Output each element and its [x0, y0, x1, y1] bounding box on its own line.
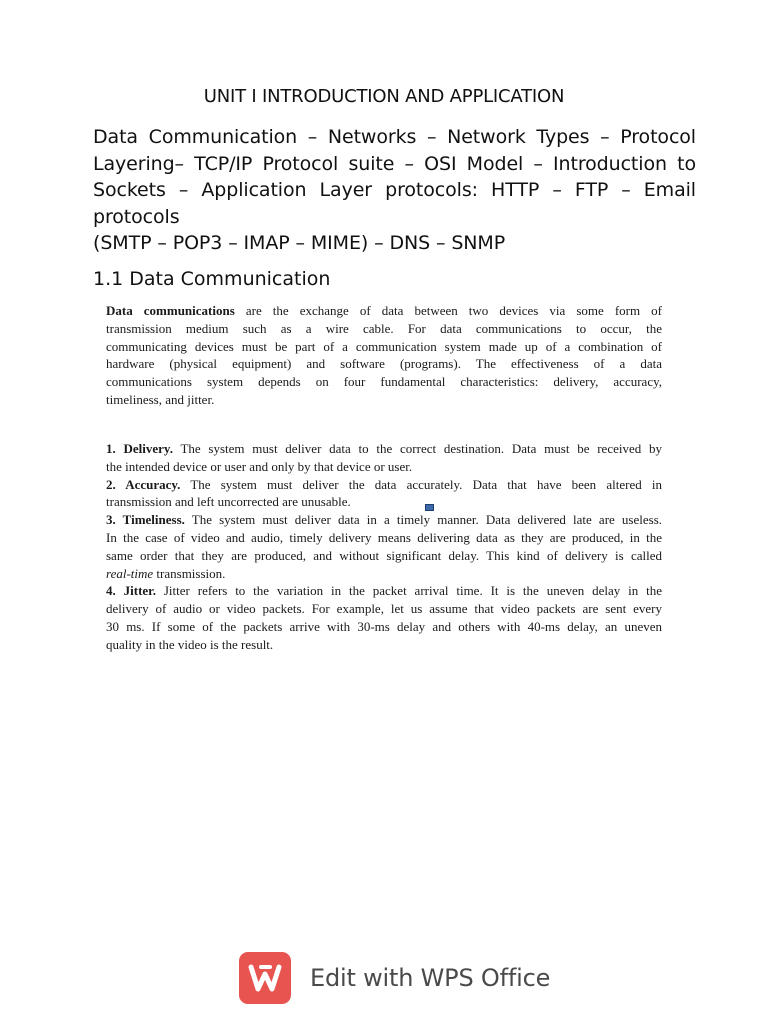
syllabus-topics [93, 124, 696, 257]
page-title: UNIT I INTRODUCTION AND APPLICATION [203, 86, 565, 107]
bold-term: Data communications [106, 303, 235, 318]
characteristics-list [106, 440, 662, 654]
wps-brand-text: Edit with WPS Office [310, 964, 551, 992]
syllabus-line: Data Communication – Networks – Network Types – Protocol [93, 126, 696, 148]
item-label: 4. Jitter. [106, 583, 156, 599]
wps-logo-glyph [239, 952, 291, 1004]
intro-paragraph: Data communications are the exchange of data between two devices via some form of transmission medium such as a wire cable. For data communications to occur, the communicating devices must be part of a communication system made up of a combination of hardware (physical equipment) and software (programs). The effectiveness of a data communications system depends on four fundamental characteristics: delivery, accuracy, timeliness, and jitter. [106, 303, 662, 407]
wps-logo-icon [239, 952, 291, 1004]
syllabus-line: Sockets – Application Layer protocols: HTTP – FTP – Email [93, 179, 696, 201]
list-item-jitter: 4. Jitter. Jitter refers to the variation in the packet arrival time. It is the uneven delay in the delivery of audio or video packets. For example, let us assume that video packets are sent every 30 ms. If some of the packets arrive with 30-ms delay and others with 40-ms delay, an uneven quality in the video is the result. [106, 583, 662, 652]
list-item-timeliness: 3. Timeliness. The system must deliver data in a timely manner. Data delivered late are useless. In the case of video and audio, timely delivery means delivering data as they are produced, in the same order that they are produced, and without significant delay. This kind of delivery is called real-time transmission. [106, 512, 662, 581]
item-label: 3. Timeliness. [106, 512, 185, 528]
list-item-delivery: 1. Delivery. The system must deliver data to the correct destination. Data must be received by the intended device or user and only by that device or user. [106, 441, 662, 474]
syllabus-line: Layering– TCP/IP Protocol suite – OSI Model – Introduction to [93, 152, 696, 175]
item-label: 2. Accuracy. [106, 476, 181, 492]
item-label: 1. Delivery. [106, 441, 173, 456]
italic-term: real-time [106, 565, 154, 581]
section-heading: 1.1 Data Communication [93, 268, 331, 290]
list-item-accuracy: 2. Accuracy. The system must deliver the data accurately. Data that have been altered in transmission and left uncorrected are unusable. [106, 476, 662, 510]
wps-footer-banner[interactable] [239, 952, 550, 1004]
syllabus-line: protocols [93, 205, 180, 228]
syllabus-line: (SMTP – POP3 – IMAP – MIME) – DNS – SNMP [93, 232, 506, 254]
comment-marker-icon[interactable] [425, 504, 434, 511]
